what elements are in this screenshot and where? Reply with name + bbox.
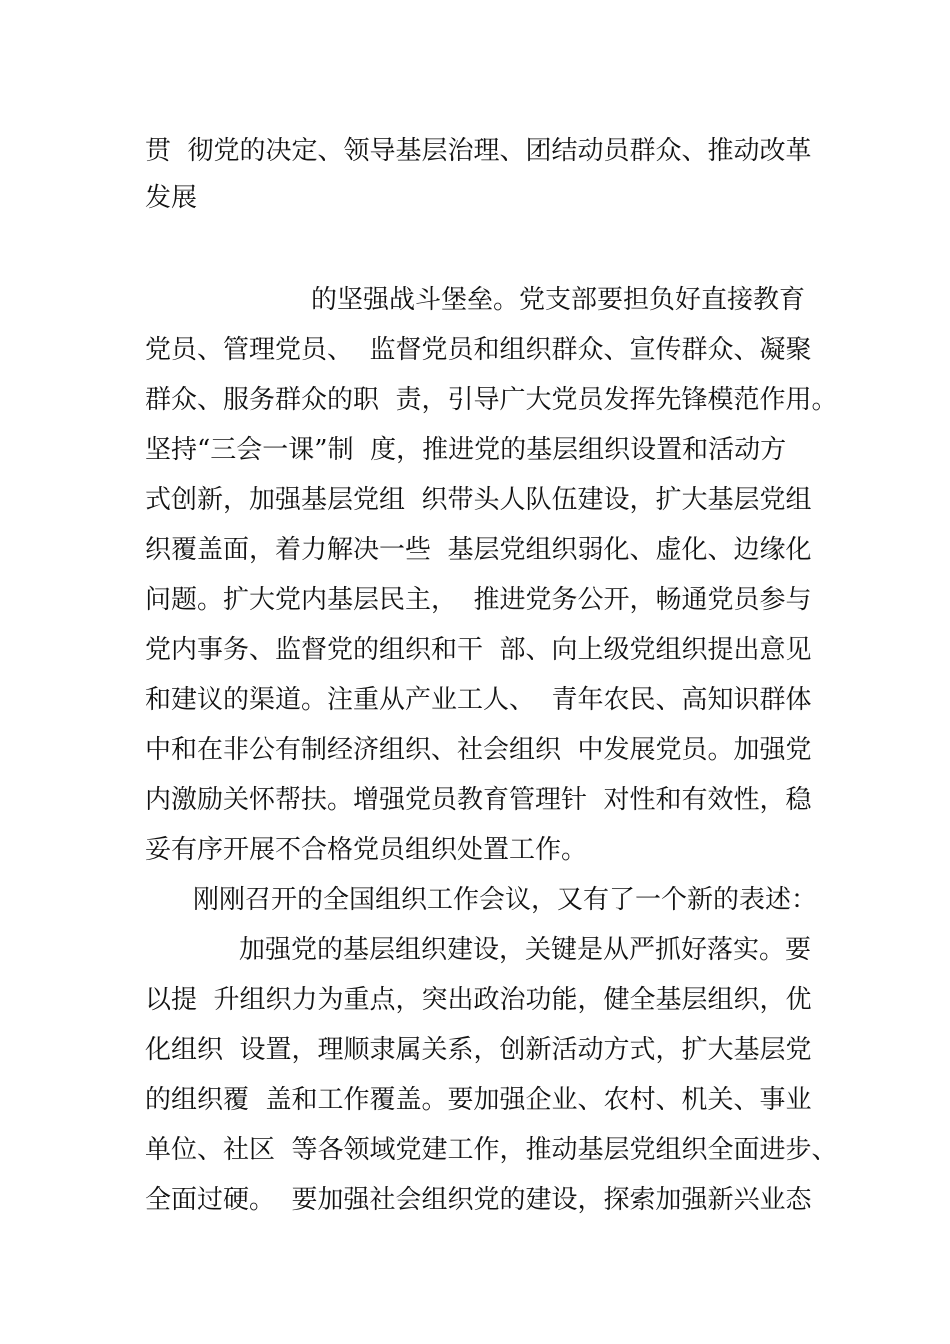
text-line-12: 中和在非公有制经济组织、社会组织 中发展党员。加强党 [145, 735, 812, 765]
text-line-15: 刚刚召开的全国组织工作会议，又有了一个新的表述： [193, 885, 818, 915]
text-line-19: 的组织覆 盖和工作覆盖。要加强企业、农村、机关、事业 [145, 1085, 812, 1115]
text-line-20: 单位、社区 等各领域党建工作，推动基层党组织全面进步、 [145, 1135, 838, 1165]
text-line-14: 妥有序开展不合格党员组织处置工作。 [145, 835, 588, 865]
text-line-4: 党员、管理党员、 监督党员和组织群众、宣传群众、凝聚 [145, 335, 812, 365]
text-line-17: 以提 升组织力为重点，突出政治功能，健全基层组织，优 [145, 985, 812, 1015]
text-line-5: 群众、服务群众的职 责，引导广大党员发挥先锋模范作用。 [145, 385, 838, 415]
text-line-8: 织覆盖面，着力解决一些 基层党组织弱化、虚化、边缘化 [145, 535, 812, 565]
text-line-11: 和建议的渠道。注重从产业工人、 青年农民、高知识群体 [145, 685, 812, 715]
text-line-6: 坚持“三会一课”制 度，推进党的基层组织设置和活动方 [145, 435, 787, 465]
text-line-3: 的坚强战斗堡垒。党支部要担负好直接教育 [311, 285, 806, 315]
text-line-2: 发展 [145, 183, 198, 213]
text-line-1: 贯 彻党的决定、领导基层治理、团结动员群众、推动改革 [145, 136, 812, 166]
text-line-18: 化组织 设置，理顺隶属关系，创新活动方式，扩大基层党 [145, 1035, 812, 1065]
text-line-16: 加强党的基层组织建设，关键是从严抓好落实。要 [239, 935, 812, 965]
text-line-21: 全面过硬。 要加强社会组织党的建设，探索加强新兴业态 [145, 1185, 812, 1215]
text-line-10: 党内事务、监督党的组织和干 部、向上级党组织提出意见 [145, 635, 812, 665]
text-line-9: 问题。扩大党内基层民主， 推进党务公开，畅通党员参与 [145, 585, 812, 615]
text-line-7: 式创新，加强基层党组 织带头人队伍建设，扩大基层党组 [145, 485, 812, 515]
text-line-13: 内激励关怀帮扶。增强党员教育管理针 对性和有效性，稳 [145, 785, 812, 815]
